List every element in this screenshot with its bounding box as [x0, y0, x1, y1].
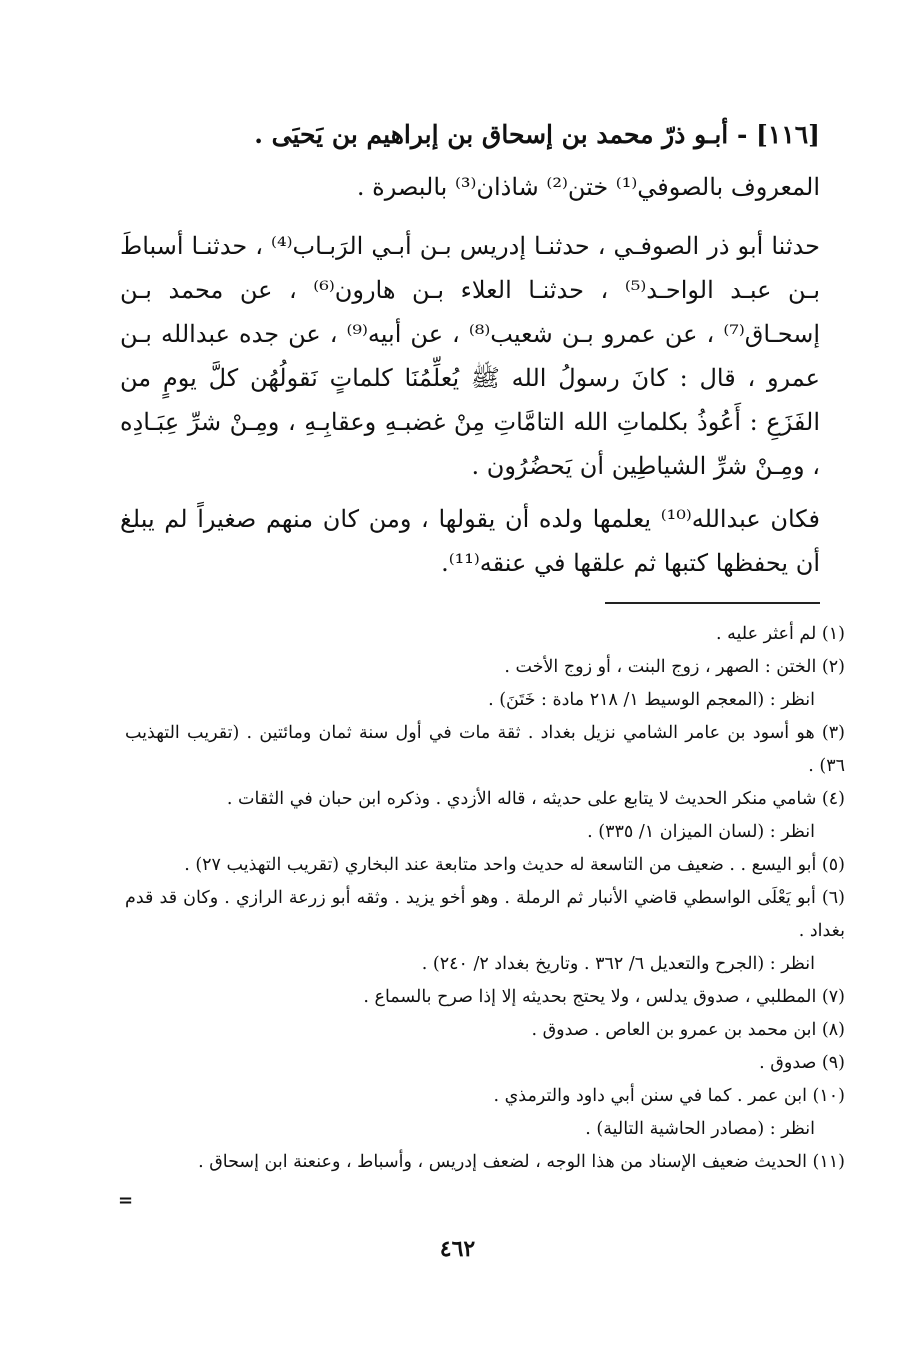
footnote-2-reference: انظر : (المعجم الوسيط ١/ ٢١٨ مادة : خَتَنَ) .: [488, 690, 815, 710]
footnote-3: (٣) هو أسود بن عامر الشامي نزيل بغداد . ثقة مات في أول سنة ثمان ومائتين . (تقريب التهذيب ٣٦) .: [125, 723, 845, 776]
footnote-11: (١١) الحديث ضعيف الإسناد من هذا الوجه ، لضعف إدريس ، وأسباط ، وعنعنة ابن إسحاق .: [198, 1152, 845, 1172]
footnotes: [125, 618, 845, 1179]
footnote-10-reference: انظر : (مصادر الحاشية التالية) .: [585, 1119, 815, 1139]
footnote-4: (٤) شامي منكر الحديث لا يتابع على حديثه ، قاله الأزدي . وذكره ابن حبان في الثقات .: [226, 789, 845, 809]
footnote-9: (٩) صدوق .: [759, 1053, 845, 1073]
footnote-1: (١) لم أعثر عليه .: [716, 624, 845, 644]
body-paragraph-hadith: حدثنا أبو ذر الصوفـي ، حدثنـا إدريس بـن أبـي الرَبـاب⁽⁴⁾ ، حدثنـا أسباطَ بـن عبـد الواحـد⁽⁵⁾ ، حدثنـا العلاء بـن هارون⁽⁶⁾ ، عن محمد بـن إسحـاق⁽⁷⁾ ، عن عمرو بـن شعيب⁽⁸⁾ ، عن أبيه⁽⁹⁾ ، عن جده عبدالله بـن عمرو ، قال : كانَ رسولُ الله ﷺ يُعلِّمُنَا كلماتٍ نَقولُهُن كلَّ يومٍ من الفَزَعِ : أَعُوذُ بكلماتِ الله التامَّاتِ مِنْ غضبـهِ وعقابِـهِ ، ومِـنْ شرِّ عِبَـادِه ، ومِـنْ شرِّ الشياطِين أن يَحضُرُون .: [120, 232, 821, 480]
footnote-7: (٧) المطلبي ، صدوق يدلس ، ولا يحتج بحديثه إلا إذا صرح بالسماع .: [363, 987, 845, 1007]
page-number: ٤٦٢: [439, 1236, 476, 1262]
footnote-6-reference: انظر : (الجرح والتعديل ٦/ ٣٦٢ . وتاريخ بغداد ٢/ ٢٤٠) .: [421, 954, 815, 974]
footnote-6: (٦) أبو يَعْلَى الواسطي قاضي الأنبار ثم الرملة . وهو أخو يزيد . وثقه أبو زرعة الرازي . وكان قد قدم بغداد .: [125, 888, 845, 941]
footnote-5: (٥) أبو اليسع . . ضعيف من التاسعة له حديث واحد متابعة عند البخاري (تقريب التهذيب ٢٧) .: [184, 855, 845, 875]
footnote-separator: [605, 602, 820, 604]
body-paragraph-note: فكان عبدالله⁽¹⁰⁾ يعلمها ولده أن يقولها ، ومن كان منهم صغيراً لم يبلغ أن يحفظها كتبها ثم علقها في عنقه⁽¹¹⁾.: [120, 505, 821, 577]
entry-subheading: المعروف بالصوفي⁽¹⁾ ختن⁽²⁾ شاذان⁽³⁾ بالبصرة .: [356, 173, 820, 201]
footnote-2: (٢) الختن : الصهر ، زوج البنت ، أو زوج الأخت .: [504, 657, 845, 677]
footnote-4-reference: انظر : (لسان الميزان ١/ ٣٣٥) .: [587, 822, 815, 842]
footnote-10: (١٠) ابن عمر . كما في سنن أبي داود والترمذي .: [493, 1086, 845, 1106]
entry-heading: [١١٦] - أبـو ذرّ محمد بن إسحاق بن إبراهيم بن يَحيَى .: [254, 120, 820, 149]
footnote-8: (٨) ابن محمد بن عمرو بن العاص . صدوق .: [531, 1020, 845, 1040]
continuation-mark: =: [118, 1190, 134, 1211]
